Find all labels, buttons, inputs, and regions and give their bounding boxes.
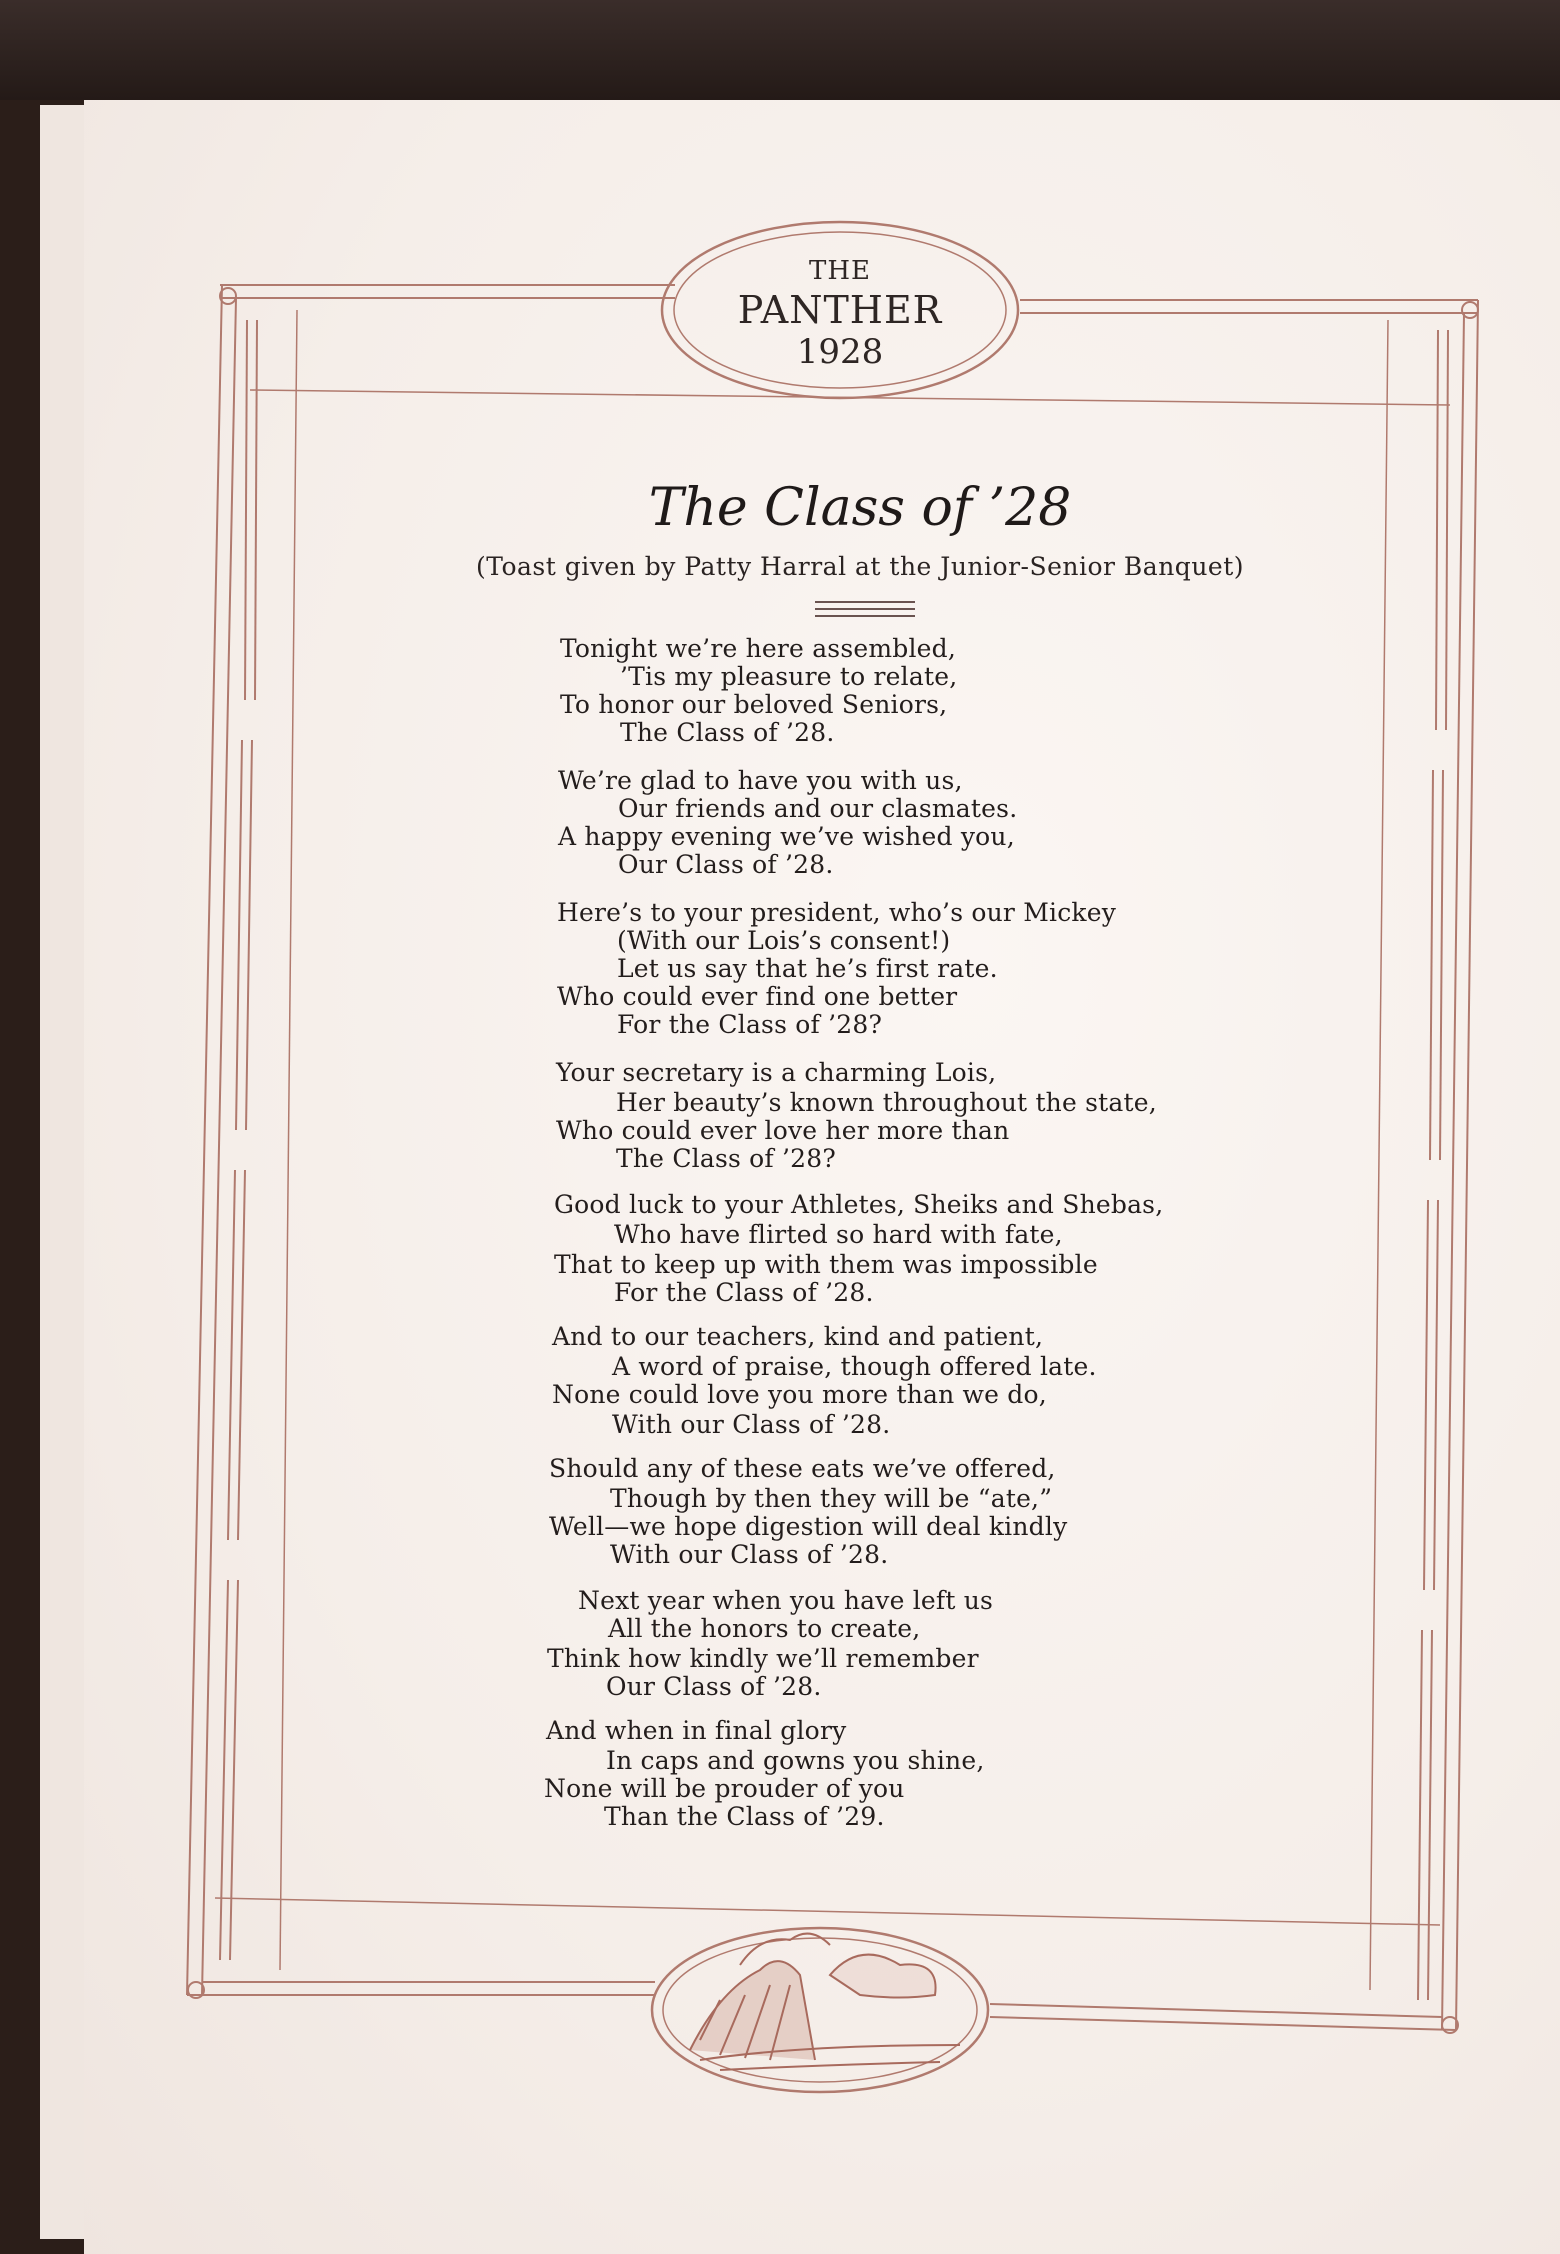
poem-line: ’Tis my pleasure to relate, [620, 662, 958, 691]
masthead-the: THE [809, 256, 871, 286]
poem-line: We’re glad to have you with us, [558, 766, 963, 795]
masthead-year: 1928 [796, 332, 884, 372]
poem-line: None could love you more than we do, [552, 1380, 1047, 1409]
poem-line: Good luck to your Athletes, Sheiks and Shebas, [554, 1190, 1164, 1219]
poem-line: For the Class of ’28? [617, 1010, 883, 1039]
poem-line: A word of praise, though offered late. [612, 1352, 1097, 1381]
poem-line: In caps and gowns you shine, [606, 1746, 985, 1775]
poem-line: The Class of ’28? [616, 1144, 836, 1173]
poem-line: None will be prouder of you [544, 1774, 905, 1803]
poem-line: The Class of ’28. [620, 718, 835, 747]
poem-line: With our Class of ’28. [610, 1540, 889, 1569]
poem-line: Though by then they will be “ate,” [610, 1484, 1053, 1513]
scan-background [0, 0, 1560, 100]
page-subtitle: (Toast given by Patty Harral at the Junior-Senior Banquet) [475, 552, 1245, 581]
poem-line: Here’s to your president, who’s our Mickey [557, 898, 1117, 927]
poem-line: With our Class of ’28. [612, 1410, 891, 1439]
poem-line: And when in final glory [546, 1716, 847, 1745]
poem-line: Should any of these eats we’ve offered, [549, 1454, 1056, 1483]
poem-line: Our Class of ’28. [606, 1672, 822, 1701]
poem-line: A happy evening we’ve wished you, [558, 822, 1015, 851]
masthead-publication: PANTHER [737, 288, 943, 332]
poem-line: That to keep up with them was impossible [554, 1250, 1098, 1279]
poem-line: Think how kindly we’ll remember [547, 1644, 979, 1673]
poem-line: Let us say that he’s first rate. [617, 954, 998, 983]
yearbook-page [84, 100, 1560, 2254]
poem-line: Who have flirted so hard with fate, [614, 1220, 1063, 1249]
poem-line: All the honors to create, [608, 1614, 921, 1643]
poem-line: Who could ever find one better [557, 982, 958, 1011]
poem-line: For the Class of ’28. [614, 1278, 874, 1307]
poem-line: Her beauty’s known throughout the state, [616, 1088, 1157, 1117]
poem-line: Our Class of ’28. [618, 850, 834, 879]
poem-line: Who could ever love her more than [556, 1116, 1010, 1145]
poem-line: Your secretary is a charming Lois, [556, 1058, 997, 1087]
poem-line: (With our Lois’s consent!) [617, 926, 951, 955]
page-title: The Class of ’28 [648, 478, 1072, 538]
poem-line: To honor our beloved Seniors, [560, 690, 948, 719]
poem-line: Well—we hope digestion will deal kindly [549, 1512, 1068, 1541]
poem-line: And to our teachers, kind and patient, [552, 1322, 1044, 1351]
poem-line: Our friends and our clasmates. [618, 794, 1018, 823]
poem-line: Tonight we’re here assembled, [560, 634, 957, 663]
poem-line: Next year when you have left us [578, 1586, 994, 1615]
poem-line: Than the Class of ’29. [604, 1802, 885, 1831]
